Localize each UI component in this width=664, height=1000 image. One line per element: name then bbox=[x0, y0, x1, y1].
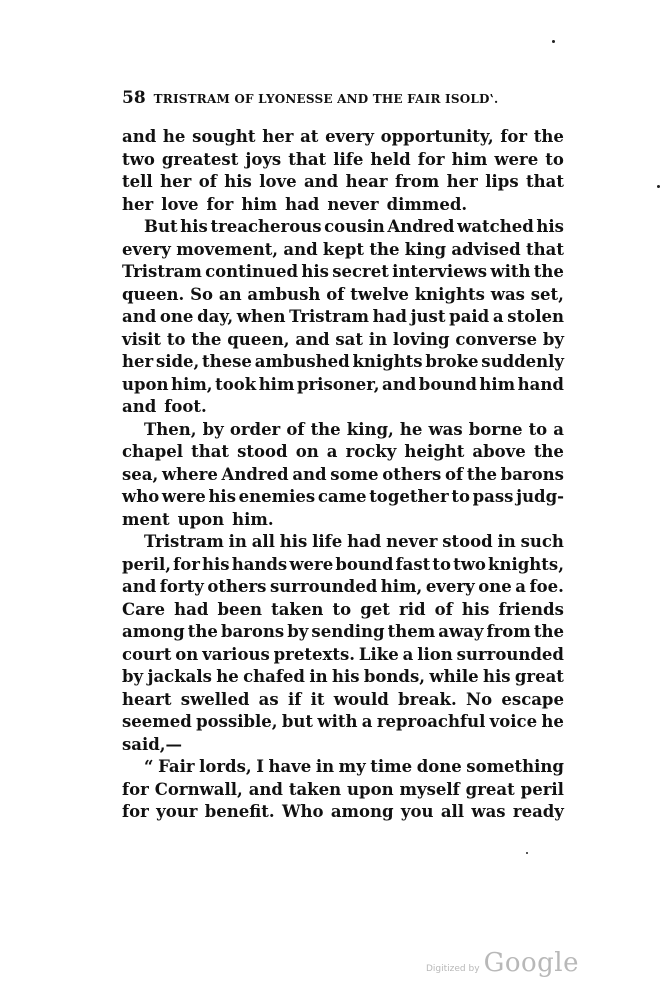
ink-speck bbox=[526, 852, 528, 854]
text-line bbox=[122, 666, 564, 689]
word: bonds, bbox=[363, 667, 425, 686]
text-line bbox=[122, 531, 564, 554]
word: two bbox=[122, 149, 155, 169]
word: were bbox=[494, 149, 539, 169]
word: foot. bbox=[164, 397, 207, 416]
word: life bbox=[333, 149, 364, 169]
word: possible, bbox=[196, 712, 278, 731]
word: my bbox=[338, 757, 366, 776]
text-line bbox=[122, 464, 564, 487]
word: but bbox=[281, 712, 314, 731]
word: day, bbox=[197, 307, 234, 326]
word: peril, bbox=[122, 554, 172, 574]
word: knights bbox=[414, 284, 485, 304]
text-line bbox=[122, 351, 564, 374]
word: at bbox=[300, 127, 319, 146]
word: done bbox=[416, 757, 462, 776]
word: while bbox=[429, 667, 479, 686]
word: just bbox=[410, 307, 446, 326]
word: jackals bbox=[147, 667, 212, 686]
word: hands bbox=[231, 554, 288, 574]
word: and bbox=[303, 172, 339, 191]
word: Cornwall, bbox=[154, 779, 243, 799]
word: opportunity, bbox=[380, 127, 494, 146]
word: that bbox=[526, 172, 564, 191]
word: for bbox=[122, 779, 149, 799]
word: a bbox=[553, 419, 564, 439]
word: advised bbox=[451, 239, 521, 259]
word: lion bbox=[417, 644, 453, 664]
word: bound bbox=[335, 554, 394, 574]
word: barons bbox=[500, 464, 564, 484]
text-line bbox=[122, 216, 564, 239]
word: queen. bbox=[122, 284, 185, 304]
word: great bbox=[465, 779, 515, 799]
word: and bbox=[283, 239, 318, 259]
word: him, bbox=[380, 577, 423, 596]
word: sat bbox=[335, 329, 363, 349]
word: paid bbox=[449, 307, 490, 326]
word: enemies bbox=[238, 487, 316, 506]
word: love bbox=[161, 194, 199, 214]
word: a bbox=[492, 307, 504, 326]
word: side, bbox=[155, 352, 200, 371]
word: for bbox=[417, 149, 445, 169]
word: in bbox=[315, 757, 335, 776]
word: said,— bbox=[122, 734, 183, 754]
word: that bbox=[526, 239, 564, 259]
word: to bbox=[166, 329, 186, 349]
word: upon bbox=[177, 509, 225, 529]
word: escape bbox=[501, 689, 564, 709]
text-line bbox=[122, 374, 564, 397]
word: ready bbox=[512, 802, 564, 821]
word: the bbox=[369, 239, 400, 259]
word: he bbox=[541, 712, 564, 731]
digitization-watermark bbox=[426, 948, 579, 978]
word: her bbox=[262, 127, 294, 146]
ink-speck bbox=[552, 40, 555, 43]
word: him bbox=[241, 194, 278, 214]
word: rid bbox=[399, 599, 426, 619]
text-line bbox=[122, 329, 564, 352]
word: been bbox=[217, 599, 262, 619]
word: for bbox=[500, 127, 528, 146]
text-line bbox=[122, 756, 564, 779]
word: set, bbox=[530, 284, 564, 304]
word: by bbox=[287, 622, 309, 641]
text-line bbox=[122, 239, 564, 262]
word: and bbox=[122, 307, 157, 326]
word: above bbox=[472, 442, 526, 461]
word: one bbox=[159, 307, 194, 326]
word: and bbox=[122, 577, 157, 596]
word: had bbox=[347, 532, 382, 551]
word: all bbox=[251, 532, 275, 551]
word: chafed bbox=[243, 667, 305, 686]
word: a bbox=[515, 577, 526, 596]
word: and bbox=[295, 329, 330, 349]
word: his bbox=[482, 667, 511, 686]
text-line bbox=[122, 149, 564, 172]
word: when bbox=[236, 307, 286, 326]
word: his bbox=[536, 217, 564, 236]
word: in bbox=[309, 667, 328, 686]
text-line bbox=[122, 801, 564, 824]
word: his bbox=[461, 599, 490, 619]
word: a bbox=[361, 712, 373, 731]
text-line bbox=[122, 779, 564, 802]
watermark-prefix: Digitized by bbox=[426, 964, 480, 974]
word: that bbox=[288, 149, 327, 169]
word: him bbox=[258, 374, 295, 394]
word: in bbox=[228, 532, 247, 551]
word: queen, bbox=[227, 329, 290, 349]
word: voice bbox=[489, 712, 538, 731]
word: from bbox=[486, 622, 531, 641]
word: loving bbox=[392, 329, 450, 349]
word: Andred bbox=[387, 217, 455, 236]
word: some bbox=[330, 464, 379, 484]
word: and bbox=[248, 779, 283, 799]
word: never bbox=[386, 532, 438, 551]
word: height bbox=[404, 442, 465, 461]
word: ambush bbox=[247, 284, 321, 304]
word: Care bbox=[122, 599, 166, 619]
word: all bbox=[440, 802, 465, 821]
word: Tristram bbox=[122, 262, 202, 281]
text-line bbox=[122, 194, 564, 217]
word: and bbox=[122, 397, 157, 416]
word: taken bbox=[271, 599, 324, 619]
text-line bbox=[122, 554, 564, 577]
word: ambushed bbox=[254, 352, 350, 371]
word: upon bbox=[347, 779, 394, 799]
word: the bbox=[310, 419, 341, 439]
word: of bbox=[286, 419, 305, 439]
word: from bbox=[394, 172, 440, 191]
word: knights, bbox=[488, 554, 564, 574]
word: her bbox=[446, 172, 478, 191]
word: by bbox=[122, 667, 144, 686]
word: No bbox=[466, 689, 493, 709]
word: Tristram bbox=[289, 307, 369, 326]
text-line bbox=[122, 509, 564, 532]
word: “ bbox=[144, 757, 154, 776]
word: that bbox=[191, 442, 230, 461]
text-line bbox=[122, 644, 564, 667]
word: would bbox=[333, 689, 389, 709]
word: had bbox=[285, 194, 320, 214]
word: sought bbox=[192, 127, 256, 146]
word: these bbox=[202, 352, 252, 371]
word: broke bbox=[425, 352, 479, 371]
word: pass bbox=[472, 487, 514, 506]
word: surrounded bbox=[270, 577, 378, 596]
word: his bbox=[202, 554, 230, 574]
word: where bbox=[161, 464, 218, 484]
word: the bbox=[533, 262, 564, 281]
word: king, bbox=[346, 419, 394, 439]
text-line bbox=[122, 689, 564, 712]
word: others bbox=[382, 464, 442, 484]
word: Fair bbox=[158, 757, 195, 776]
word: his bbox=[180, 217, 208, 236]
text-line bbox=[122, 284, 564, 307]
word: by bbox=[202, 419, 224, 439]
word: if bbox=[287, 689, 302, 709]
word: tell bbox=[122, 172, 153, 191]
word: in bbox=[497, 532, 516, 551]
word: forty bbox=[159, 577, 204, 596]
word: on bbox=[175, 644, 199, 664]
word: every bbox=[425, 577, 475, 596]
word: his bbox=[279, 532, 308, 551]
word: came bbox=[317, 487, 367, 506]
text-line bbox=[122, 419, 564, 442]
word: watched bbox=[457, 217, 534, 236]
word: took bbox=[215, 374, 257, 394]
word: the bbox=[533, 622, 564, 641]
word: he bbox=[399, 419, 423, 439]
text-line bbox=[122, 599, 564, 622]
word: friends bbox=[498, 599, 564, 619]
word: such bbox=[520, 532, 564, 551]
word: for bbox=[206, 194, 234, 214]
word: to bbox=[332, 599, 352, 619]
word: was bbox=[428, 419, 463, 439]
text-line bbox=[122, 576, 564, 599]
google-logo: Google bbox=[483, 948, 579, 978]
word: of bbox=[445, 464, 464, 484]
word: he bbox=[216, 667, 239, 686]
word: his bbox=[208, 487, 236, 506]
word: of bbox=[434, 599, 453, 619]
word: Then, bbox=[144, 419, 197, 439]
word: judg- bbox=[516, 487, 564, 506]
word: to bbox=[451, 487, 470, 506]
word: of bbox=[198, 172, 217, 191]
word: bound bbox=[418, 374, 477, 394]
word: cousin bbox=[324, 217, 385, 236]
word: with bbox=[317, 712, 358, 731]
word: and bbox=[122, 127, 157, 146]
word: her bbox=[122, 194, 154, 214]
word: kept bbox=[322, 239, 365, 259]
word: in bbox=[368, 329, 388, 349]
word: benefit. bbox=[204, 802, 275, 821]
running-head: TRISTRAM OF LYONESSE AND THE FAIR ISOLDʽ. bbox=[153, 92, 499, 106]
page-number: 58 bbox=[122, 88, 146, 108]
text-line bbox=[122, 126, 564, 149]
word: surrounded bbox=[456, 644, 564, 664]
word: and bbox=[292, 464, 327, 484]
word: it bbox=[310, 689, 325, 709]
word: by bbox=[542, 329, 564, 349]
word: joys bbox=[245, 149, 282, 169]
word: love bbox=[259, 172, 297, 191]
word: every bbox=[122, 239, 171, 259]
word: king bbox=[404, 239, 446, 259]
word: dimmed. bbox=[386, 194, 468, 214]
word: life bbox=[312, 532, 343, 551]
word: him, bbox=[171, 374, 213, 394]
word: him bbox=[479, 374, 516, 394]
ink-speck bbox=[657, 185, 660, 188]
word: court bbox=[122, 644, 172, 664]
word: the bbox=[466, 464, 497, 484]
text-line bbox=[122, 621, 564, 644]
word: and bbox=[382, 374, 417, 394]
word: your bbox=[156, 802, 198, 821]
word: for bbox=[173, 554, 200, 574]
word: a bbox=[402, 644, 414, 664]
word: lips bbox=[485, 172, 519, 191]
word: them bbox=[387, 622, 436, 641]
word: were bbox=[161, 487, 206, 506]
word: treacherous bbox=[210, 217, 322, 236]
word: the bbox=[191, 329, 222, 349]
word: to bbox=[528, 419, 548, 439]
word: he bbox=[162, 127, 186, 146]
word: seemed bbox=[122, 712, 192, 731]
text-line bbox=[122, 396, 564, 419]
word: you bbox=[400, 802, 434, 821]
word: peril bbox=[520, 779, 564, 799]
text-line bbox=[122, 441, 564, 464]
word: for bbox=[122, 802, 149, 821]
word: the bbox=[533, 442, 564, 461]
word: among bbox=[330, 802, 394, 821]
word: the bbox=[187, 622, 218, 641]
word: were bbox=[289, 554, 334, 574]
word: break. bbox=[398, 689, 457, 709]
word: fast bbox=[395, 554, 431, 574]
text-line bbox=[122, 306, 564, 329]
word: various bbox=[202, 644, 270, 664]
word: to bbox=[432, 554, 451, 574]
word: others bbox=[207, 577, 267, 596]
word: a bbox=[326, 442, 338, 461]
word: among bbox=[122, 622, 185, 641]
word: movement, bbox=[176, 239, 279, 259]
word: But bbox=[144, 217, 178, 236]
word: have bbox=[268, 757, 312, 776]
word: suddenly bbox=[481, 352, 564, 371]
word: him. bbox=[232, 509, 274, 529]
word: pretexts. bbox=[273, 644, 355, 664]
word: her bbox=[160, 172, 192, 191]
text-line bbox=[122, 734, 564, 757]
word: prisoner, bbox=[296, 374, 380, 394]
word: with bbox=[490, 262, 531, 281]
word: swelled bbox=[180, 689, 250, 709]
word: converse bbox=[455, 329, 537, 349]
word: was bbox=[471, 802, 506, 821]
word: borne bbox=[468, 419, 523, 439]
text-line bbox=[122, 171, 564, 194]
text-line bbox=[122, 711, 564, 734]
word: on bbox=[295, 442, 319, 461]
word: I bbox=[256, 757, 264, 776]
word: hear bbox=[345, 172, 388, 191]
word: him bbox=[451, 149, 488, 169]
word: heart bbox=[122, 689, 172, 709]
word: sending bbox=[311, 622, 385, 641]
word: had bbox=[174, 599, 209, 619]
word: an bbox=[218, 284, 242, 304]
page-header bbox=[122, 88, 564, 108]
word: continued bbox=[205, 262, 299, 281]
word: stood bbox=[237, 442, 288, 461]
word: his bbox=[224, 172, 252, 191]
word: something bbox=[466, 757, 564, 776]
text-line bbox=[122, 261, 564, 284]
word: twelve bbox=[350, 284, 409, 304]
word: rocky bbox=[345, 442, 397, 461]
word: hand bbox=[517, 374, 564, 394]
word: foe. bbox=[529, 577, 564, 596]
word: barons bbox=[220, 622, 285, 641]
word: Who bbox=[281, 802, 324, 821]
word: greatest bbox=[161, 149, 239, 169]
word: reproachful bbox=[376, 712, 486, 731]
word: stolen bbox=[507, 307, 564, 326]
word: who bbox=[122, 487, 160, 506]
word: taken bbox=[288, 779, 342, 799]
word: every bbox=[325, 127, 374, 146]
word: Like bbox=[358, 644, 399, 664]
word: two bbox=[453, 554, 486, 574]
word: had bbox=[372, 307, 407, 326]
word: So bbox=[190, 284, 214, 304]
word: interviews bbox=[392, 262, 488, 281]
word: time bbox=[370, 757, 413, 776]
word: myself bbox=[399, 779, 460, 799]
word: held bbox=[370, 149, 411, 169]
word: her bbox=[122, 352, 154, 371]
word: Tristram bbox=[144, 532, 224, 551]
word: together bbox=[369, 487, 449, 506]
word: as bbox=[258, 689, 279, 709]
word: lords, bbox=[199, 757, 252, 776]
word: chapel bbox=[122, 442, 184, 461]
word: order bbox=[229, 419, 281, 439]
word: ment bbox=[122, 509, 170, 529]
word: the bbox=[533, 127, 564, 146]
word: Andred bbox=[221, 464, 289, 484]
word: his bbox=[331, 667, 360, 686]
word: sea, bbox=[122, 464, 159, 484]
word: knights bbox=[352, 352, 423, 371]
text-line bbox=[122, 486, 564, 509]
word: to bbox=[545, 149, 564, 169]
word: one bbox=[478, 577, 512, 596]
word: great bbox=[514, 667, 564, 686]
word: his bbox=[301, 262, 329, 281]
word: was bbox=[490, 284, 525, 304]
word: stood bbox=[442, 532, 493, 551]
word: secret bbox=[332, 262, 389, 281]
word: never bbox=[327, 194, 379, 214]
word: upon bbox=[122, 374, 169, 394]
word: of bbox=[326, 284, 345, 304]
word: visit bbox=[122, 329, 162, 349]
word: away bbox=[438, 622, 484, 641]
body-text bbox=[122, 126, 564, 824]
word: get bbox=[360, 599, 390, 619]
